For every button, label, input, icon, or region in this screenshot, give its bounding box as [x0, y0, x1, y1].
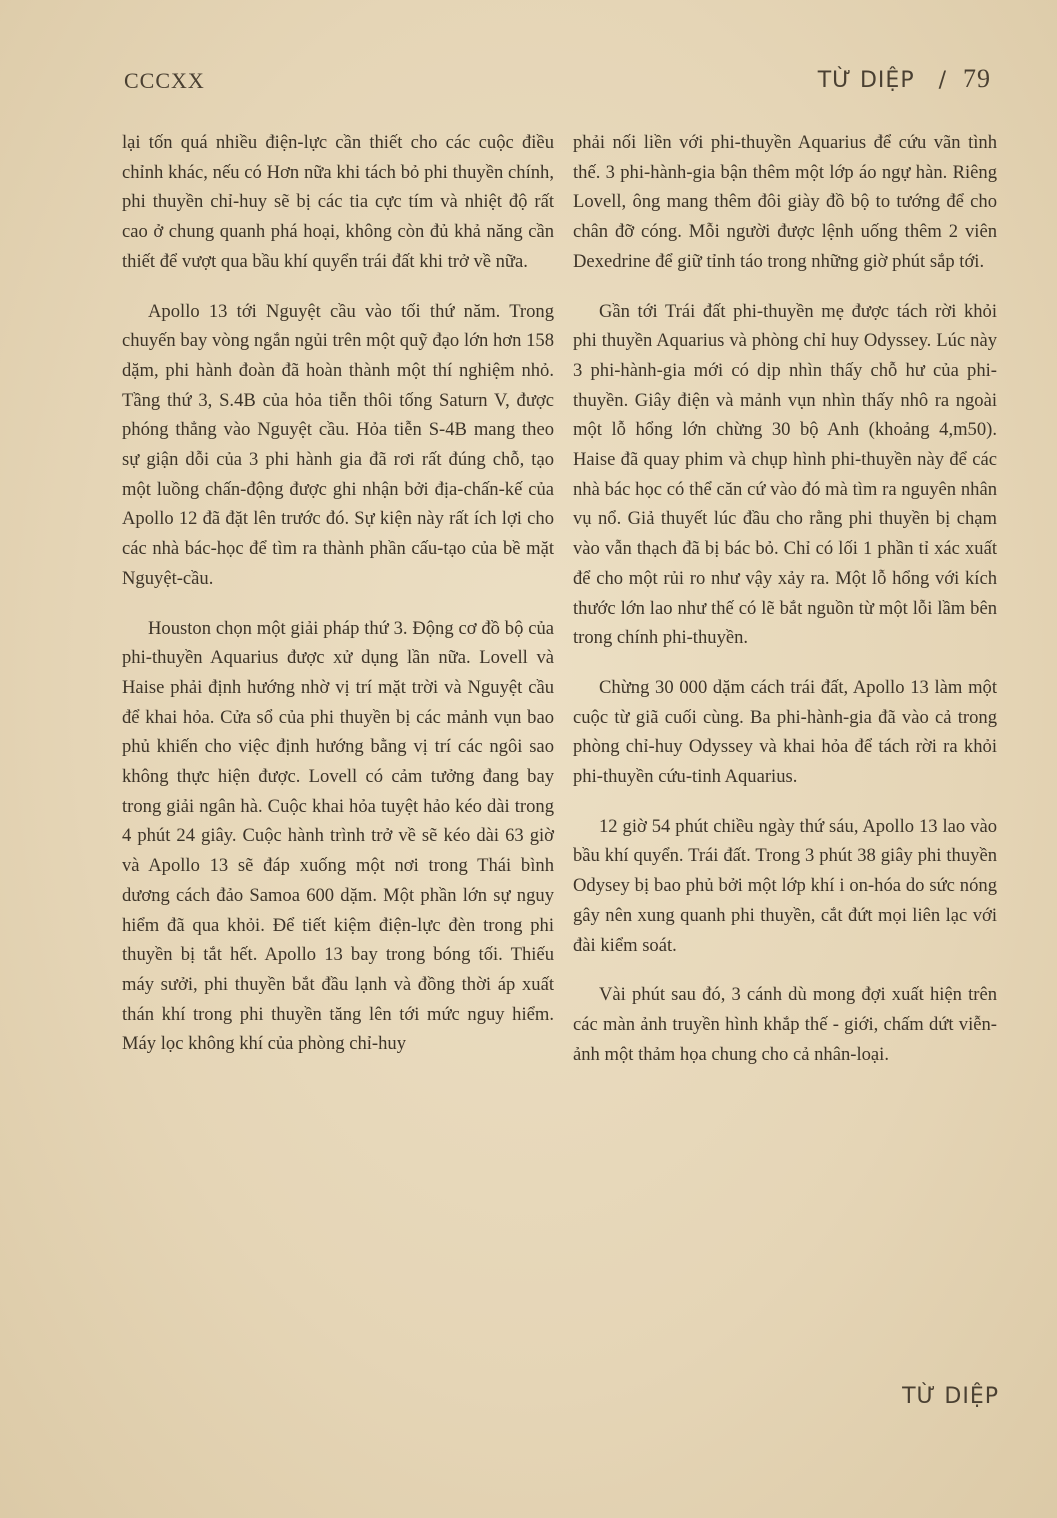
- left-column: [122, 128, 554, 1079]
- author-signature: TỪ DIỆP: [902, 1384, 999, 1409]
- running-header-right: [818, 64, 991, 94]
- right-column: [573, 128, 997, 1089]
- paragraph: 12 giờ 54 phút chiều ngày thứ sáu, Apollo 13 lao vào bầu khí quyển. Trái đất. Trong 3 phút 38 giây phi thuyền Odysey bị bao phủ bởi một lớp khí i on-hóa do sức nóng gây nên xung quanh phi thuyền, cắt đứt mọi liên lạc với đài kiểm soát.: [573, 815, 997, 956]
- paragraph: Apollo 13 tới Nguyệt cầu vào tối thứ năm. Trong chuyến bay vòng ngắn ngủi trên một quỹ đạo lớn hơn 158 dặm, phi hành đoàn đã hoàn thành một thí nghiệm nhỏ. Tầng thứ 3, S.4B của hỏa tiễn thôi tống Saturn V, được phóng thẳng vào Nguyệt cầu. Hỏa tiễn S-4B mang theo sự giận dỗi của 3 phi hành gia đã rơi rất đúng chỗ, tạo một luồng chấn-động được ghi nhận bởi địa-chấn-kế của Apollo 12 đã đặt lên trước đó. Sự kiện này rất ích lợi cho các nhà bác-học để tìm ra thành phần cấu-tạo của bề mặt Nguyệt-cầu.: [122, 300, 554, 589]
- paragraph: Vài phút sau đó, 3 cánh dù mong đợi xuất hiện trên các màn ảnh truyền hình khắp thế - giới, chấm dứt viễn-ảnh một thảm họa chung cho cả nhân-loại.: [573, 984, 997, 1065]
- paragraph: lại tốn quá nhiều điện-lực cần thiết cho các cuộc điều chỉnh khác, nếu có Hơn nữa khi tách bỏ phi thuyền chính, phi thuyền chỉ-huy sẽ bị các tia cực tím và nhiệt độ rất cao ở chung quanh phá hoại, không còn đủ khả năng cần thiết để vượt qua bầu khí quyển trái đất khi trở về nữa.: [122, 132, 554, 272]
- running-header-left: CCCXX: [124, 68, 205, 93]
- page-number: 79: [963, 64, 991, 93]
- paragraph: Chừng 30 000 dặm cách trái đất, Apollo 13 làm một cuộc từ giã cuối cùng. Ba phi-hành-gia đã vào cả trong phòng chỉ-huy Odyssey và khai hỏa để tách rời ra khỏi phi-thuyền cứu-tinh Aquarius.: [573, 676, 997, 788]
- paragraph: phải nối liền với phi-thuyền Aquarius để cứu vãn tình thế. 3 phi-hành-gia bận thêm một lớp áo ngự hàn. Riêng Lovell, ông mang thêm đôi giày đồ bộ to tướng để cho chân đỡ cóng. Mỗi người được lệnh uống thêm 2 viên Dexedrine để giữ tỉnh táo trong những giờ phút sắp tới.: [573, 132, 997, 272]
- header-title: TỪ DIỆP: [817, 68, 915, 93]
- paragraph: Houston chọn một giải pháp thứ 3. Động cơ đồ bộ của phi-thuyền Aquarius được xử dụng lần nữa. Lovell và Haise phải định hướng nhờ vị trí mặt trời và Nguyệt cầu để khai hỏa. Cửa sổ của phi thuyền bị các mảnh vụn bao phủ khiến cho việc định hướng bằng vị trí các ngôi sao không thực hiện được. Lovell có cảm tưởng đang bay trong giải ngân hà. Cuộc khai hỏa tuyệt hảo kéo dài trong 4 phút 24 giây. Cuộc hành trình trở về sẽ kéo dài 63 giờ và Apollo 13 sẽ đáp xuống một nơi trong Thái bình dương cách đảo Samoa 600 dặm. Một phần lớn sự nguy hiểm đã qua khỏi. Để tiết kiệm điện-lực đèn trong phi thuyền bị tắt hết. Apollo 13 bay trong bóng tối. Thiếu máy sưởi, phi thuyền bắt đầu lạnh và đồng thời áp xuất thán khí trong phi thuyền tăng lên tới mức nguy hiểm. Máy lọc không khí của phòng chỉ-huy: [122, 617, 554, 1055]
- paragraph: Gần tới Trái đất phi-thuyền mẹ được tách rời khỏi phi thuyền Aquarius và phòng chỉ huy Odyssey. Lúc này 3 phi-hành-gia mới có dịp nhìn thấy chỗ hư của phi-thuyền. Giây điện và mảnh vụn nhìn thấy nhô ra ngoài một lỗ hổng lớn chừng 30 bộ Anh (khoảng 4,m50). Haise đã quay phim và chụp hình phi-thuyền này để các nhà bác học có thể căn cứ vào đó mà tìm ra nguyên nhân vụ nổ. Giả thuyết lúc đầu cho rằng phi thuyền bị chạm vào vẫn thạch đã bị bác bỏ. Chỉ có lối 1 phần tỉ xác xuất để cho một rủi ro như vậy xảy ra. Một lỗ hổng với kích thước lớn lao như thế có lẽ bắt nguồn từ một lỗi lầm bên trong chính phi-thuyền.: [573, 300, 997, 649]
- header-separator: /: [938, 68, 947, 93]
